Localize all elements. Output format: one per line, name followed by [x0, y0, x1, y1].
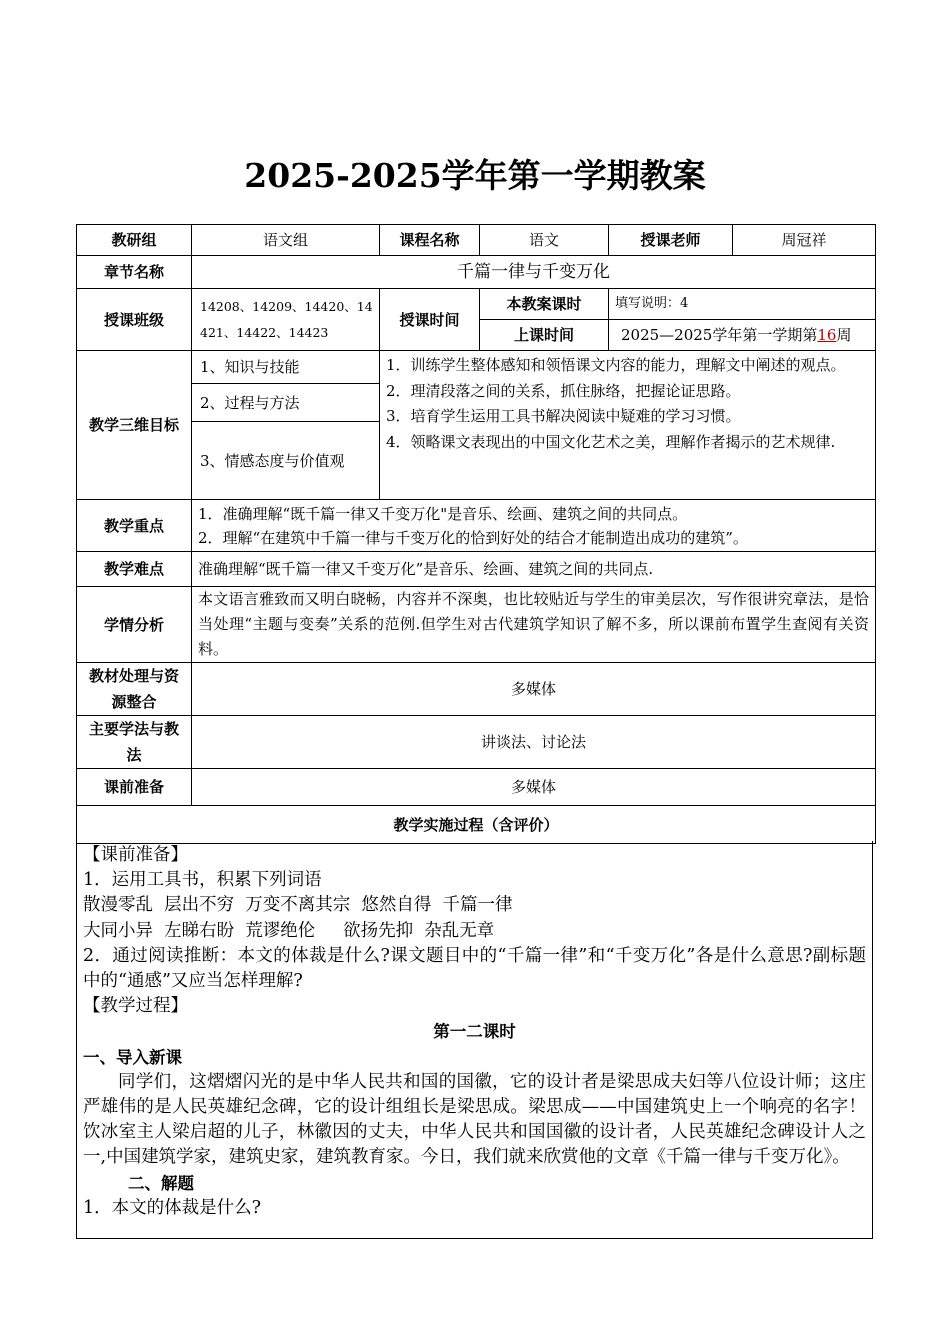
class-label: 授课班级	[77, 289, 192, 351]
process-header: 教学实施过程（含评价）	[77, 806, 876, 844]
dim-emotion: 3、情感态度与价值观	[200, 451, 345, 470]
objectives-content	[380, 351, 876, 500]
chapter-value: 千篇一律与千变万化	[192, 256, 876, 289]
key-point-item: 2．理解“在建筑中千篇一律与千变万化的恰到好处的结合才能制造出成功的建筑”。	[198, 528, 748, 547]
resources-label: 教材处理与资源整合	[77, 663, 192, 716]
time-label: 授课时间	[380, 289, 480, 351]
objectives-label	[77, 351, 192, 500]
hours-label: 本教案课时	[480, 289, 609, 320]
pre-item-1: 1．运用工具书，积累下列词语	[83, 870, 322, 891]
section-2-title: 二、解题	[128, 1173, 194, 1193]
date-label: 上课时间	[480, 320, 609, 351]
objective-item: 1．训练学生整体感知和领悟课文内容的能力，理解文中阐述的观点。	[386, 356, 846, 374]
section-1-title: 一、导入新课	[83, 1047, 182, 1067]
class-value: 14208、14209、14420、14421、14422、14423	[192, 289, 380, 351]
pre-item-2: 2．通过阅读推断：本文的体裁是什么?课文题目中的“千篇一律”和“千变万化”各是什么意思?副标题中的“通感”又应当怎样理解?	[83, 945, 866, 992]
dim-process: 2、过程与方法	[192, 384, 379, 422]
process-body	[76, 841, 873, 1239]
course-value: 语文	[480, 225, 609, 256]
lesson-plan-table	[76, 224, 876, 844]
teacher-label: 授课老师	[609, 225, 733, 256]
difficulty-label: 教学难点	[77, 552, 192, 587]
key-points-label: 教学重点	[77, 500, 192, 552]
hours-value: 填写说明：4	[609, 289, 876, 320]
objectives-label-text: 教学三维目标	[89, 416, 180, 434]
date-value	[609, 320, 876, 351]
methods-value: 讲谈法、讨论法	[192, 716, 876, 769]
group-value: 语文组	[192, 225, 380, 256]
objective-item: 4．领略课文表现出的中国文化艺术之美，理解作者揭示的艺术规律.	[386, 432, 836, 451]
words-line-2: 大同小异 左睇右盼 荒谬绝伦 欲扬先抑 杂乱无章	[83, 920, 495, 941]
objective-item: 2．理清段落之间的关系，抓住脉络，把握论证思路。	[386, 381, 741, 400]
group-label: 教研组	[77, 225, 192, 256]
prep-value: 多媒体	[192, 769, 876, 806]
key-point-item: 1．准确理解“既千篇一律又千变万化"是音乐、绘画、建筑之间的共同点。	[198, 504, 688, 523]
key-points-content	[192, 500, 876, 552]
chapter-label: 章节名称	[77, 256, 192, 289]
date-prefix: 2025—2025学年第一学期第	[621, 326, 818, 344]
date-week: 16	[817, 326, 837, 344]
pre-title: 【课前准备】	[83, 845, 188, 865]
lesson-title: 第一二课时	[433, 1022, 516, 1042]
teacher-value: 周冠祥	[733, 225, 876, 256]
course-label: 课程名称	[380, 225, 480, 256]
prep-label: 课前准备	[77, 769, 192, 806]
dim-knowledge: 1、知识与技能	[192, 351, 379, 384]
process-title: 【教学过程】	[83, 996, 188, 1017]
words-line-1: 散漫零乱 层出不穷 万变不离其宗 悠然自得 千篇一律	[83, 895, 513, 916]
objective-item: 3．培育学生运用工具书解决阅读中疑难的学习习惯。	[386, 407, 741, 425]
difficulty-value: 准确理解“既千篇一律又千变万化”是音乐、绘画、建筑之间的共同点.	[192, 552, 876, 587]
analysis-value: 本文语言雅致而又明白晓畅，内容并不深奥，也比较贴近与学生的审美层次，写作很讲究章法，是恰当处理“主题与变奏”关系的范例.但学生对古代建筑学知识了解不多，所以课前布置学生查阅有关资料。	[192, 587, 876, 663]
question-1: 1．本文的体裁是什么?	[83, 1197, 262, 1218]
methods-label: 主要学法与教法	[77, 716, 192, 769]
analysis-label: 学情分析	[77, 587, 192, 663]
intro-paragraph: 同学们，这熠熠闪光的是中华人民共和国的国徽，它的设计者是梁思成夫妇等八位设计师；这庄严雄伟的是人民英雄纪念碑，它的设计组组长是梁思成。梁思成——中国建筑史上一个响亮的名字！饮冰室主人梁启超的儿子，林徽因的丈夫，中华人民共和国国徽的设计者，人民英雄纪念碑设计人之一,中国建筑学家，建筑史家，建筑教育家。今日，我们就来欣赏他的文章《千篇一律与千变万化》。	[83, 1071, 866, 1168]
objectives-dimensions	[192, 351, 380, 500]
date-suffix: 周	[836, 326, 852, 344]
page-title: 2025-2025学年第一学期教案	[244, 156, 706, 195]
resources-value: 多媒体	[192, 663, 876, 716]
